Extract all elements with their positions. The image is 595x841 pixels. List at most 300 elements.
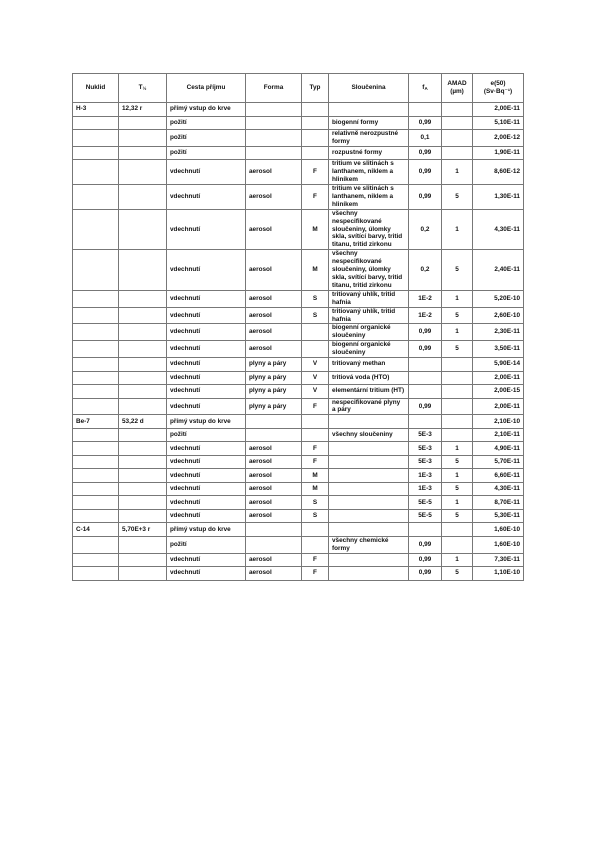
cell-intake-route: vdechnutí [167,398,246,415]
cell-compound: všechny sloučeniny [329,428,409,442]
cell-half-life [119,398,167,415]
cell-fa [409,415,442,429]
cell-nuklid [73,116,119,130]
cell-compound: elementární tritium (HT) [329,385,409,399]
cell-form [246,536,302,553]
table-row [73,209,524,250]
cell-nuklid [73,398,119,415]
cell-half-life [119,324,167,341]
cell-nuklid [73,160,119,185]
header-half-life [119,74,167,103]
cell-type: V [302,385,329,399]
cell-form: aerosol [246,290,302,307]
cell-intake-route: vdechnutí [167,358,246,372]
cell-nuklid [73,341,119,358]
cell-type: S [302,496,329,510]
cell-fa: 1E-2 [409,307,442,324]
cell-half-life [119,160,167,185]
cell-amad [442,130,473,147]
cell-form: aerosol [246,469,302,483]
table-row [73,185,524,210]
header-amad [442,74,473,103]
cell-compound [329,567,409,581]
table-row [73,116,524,130]
cell-type [302,428,329,442]
cell-fa: 0,99 [409,341,442,358]
table-row [73,567,524,581]
cell-fa: 1E-3 [409,482,442,496]
cell-form: aerosol [246,185,302,210]
cell-fa: 1E-3 [409,469,442,483]
cell-nuklid [73,455,119,469]
cell-type: M [302,482,329,496]
cell-form [246,116,302,130]
cell-compound: biogenní formy [329,116,409,130]
cell-type: S [302,290,329,307]
table-row [73,250,524,291]
table-row [73,442,524,456]
cell-e50: 1,60E-10 [473,523,524,537]
cell-e50: 4,30E-11 [473,209,524,250]
cell-amad: 5 [442,341,473,358]
cell-compound: všechny nespecifikované sloučeniny, úlomky skla, svítící barvy, tritid titanu, tritid zirkonu [329,250,409,291]
cell-amad: 1 [442,324,473,341]
cell-fa: 5E-3 [409,455,442,469]
cell-form [246,415,302,429]
cell-intake-route: vdechnutí [167,509,246,523]
cell-form: aerosol [246,553,302,567]
cell-intake-route: požití [167,130,246,147]
cell-compound: tritiovaný methan [329,358,409,372]
cell-amad: 5 [442,307,473,324]
cell-nuklid [73,185,119,210]
cell-intake-route: vdechnutí [167,442,246,456]
cell-fa: 5E-5 [409,509,442,523]
cell-form: aerosol [246,307,302,324]
cell-intake-route: přímý vstup do krve [167,103,246,117]
cell-type [302,341,329,358]
cell-intake-route: vdechnutí [167,324,246,341]
cell-form: aerosol [246,509,302,523]
table-row [73,324,524,341]
cell-type [302,116,329,130]
cell-amad [442,371,473,385]
cell-nuklid [73,385,119,399]
cell-fa: 0,99 [409,398,442,415]
cell-form: aerosol [246,442,302,456]
cell-amad [442,103,473,117]
cell-form [246,146,302,160]
header-e50-line2: (Sv·Bq⁻¹) [483,88,513,95]
cell-nuklid [73,371,119,385]
cell-compound: všechny chemické formy [329,536,409,553]
header-amad-line1: AMAD [447,80,467,88]
cell-type: F [302,455,329,469]
cell-compound: tritium ve slitinách s lanthanem, niklem a hliníkem [329,185,409,210]
cell-amad [442,523,473,537]
cell-amad: 5 [442,185,473,210]
cell-half-life [119,482,167,496]
header-fa-symbol: f [422,83,425,91]
cell-type: V [302,371,329,385]
table-row [73,130,524,147]
table-row [73,455,524,469]
cell-nuklid: Be-7 [73,415,119,429]
cell-e50: 4,90E-11 [473,442,524,456]
cell-half-life [119,469,167,483]
cell-type: S [302,307,329,324]
cell-compound [329,442,409,456]
cell-form: aerosol [246,482,302,496]
cell-fa: 0,99 [409,146,442,160]
cell-fa: 5E-5 [409,496,442,510]
cell-e50: 2,60E-10 [473,307,524,324]
cell-type [302,523,329,537]
cell-half-life [119,442,167,456]
cell-amad: 1 [442,209,473,250]
cell-compound: tritium ve slitinách s lanthanem, niklem a hliníkem [329,160,409,185]
cell-fa [409,385,442,399]
cell-fa: 0,99 [409,536,442,553]
cell-compound [329,455,409,469]
header-type: Typ [302,74,329,103]
cell-type: M [302,250,329,291]
cell-compound: nespecifikované plyny a páry [329,398,409,415]
cell-half-life [119,455,167,469]
cell-form: plyny a páry [246,371,302,385]
cell-half-life: 53,22 d [119,415,167,429]
cell-intake-route: vdechnutí [167,290,246,307]
cell-e50: 5,30E-11 [473,509,524,523]
table-row [73,398,524,415]
table-body [73,103,524,581]
dose-coefficient-table [72,73,524,581]
cell-e50: 1,30E-11 [473,185,524,210]
cell-form: aerosol [246,324,302,341]
cell-intake-route: přímý vstup do krve [167,523,246,537]
table-row [73,103,524,117]
cell-amad: 1 [442,469,473,483]
header-fa [409,74,442,103]
cell-type [302,130,329,147]
cell-type: F [302,553,329,567]
cell-intake-route: požití [167,428,246,442]
header-fa-subscript: A [424,85,428,91]
cell-e50: 1,90E-11 [473,146,524,160]
cell-fa: 0,1 [409,130,442,147]
cell-form: plyny a páry [246,358,302,372]
cell-form [246,103,302,117]
cell-type: M [302,469,329,483]
cell-half-life [119,146,167,160]
header-compound: Sloučenina [329,74,409,103]
cell-compound: biogenní organické sloučeniny [329,324,409,341]
cell-nuklid [73,469,119,483]
cell-nuklid [73,536,119,553]
header-half-life-subscript: ½ [142,85,147,91]
header-amad-line2: (µm) [450,88,464,95]
cell-compound [329,103,409,117]
cell-intake-route: přímý vstup do krve [167,415,246,429]
cell-amad [442,116,473,130]
cell-compound: biogenní organické sloučeniny [329,341,409,358]
cell-amad: 1 [442,160,473,185]
header-e50 [473,74,524,103]
cell-type [302,324,329,341]
cell-intake-route: požití [167,116,246,130]
cell-amad [442,146,473,160]
cell-nuklid [73,324,119,341]
cell-compound: tritiovaný uhlík, tritid hafnia [329,290,409,307]
cell-half-life [119,358,167,372]
cell-e50: 2,10E-11 [473,428,524,442]
cell-amad: 1 [442,442,473,456]
cell-fa: 0,99 [409,185,442,210]
table-row [73,341,524,358]
cell-amad [442,398,473,415]
cell-nuklid [73,146,119,160]
cell-half-life [119,567,167,581]
cell-amad: 5 [442,455,473,469]
cell-e50: 8,60E-12 [473,160,524,185]
cell-form: aerosol [246,209,302,250]
header-form: Forma [246,74,302,103]
cell-e50: 8,70E-11 [473,496,524,510]
cell-half-life [119,553,167,567]
cell-e50: 1,60E-10 [473,536,524,553]
cell-amad [442,358,473,372]
cell-fa [409,358,442,372]
cell-e50: 3,50E-11 [473,341,524,358]
cell-fa: 0,99 [409,160,442,185]
header-nuklid: Nuklid [73,74,119,103]
cell-compound [329,482,409,496]
cell-compound: relativně nerozpustné formy [329,130,409,147]
cell-type: S [302,509,329,523]
cell-intake-route: vdechnutí [167,553,246,567]
cell-e50: 5,10E-11 [473,116,524,130]
cell-half-life [119,290,167,307]
cell-amad [442,536,473,553]
header-row [73,74,524,103]
cell-compound [329,509,409,523]
table-row [73,307,524,324]
header-e50-line1: e(50) [490,80,506,88]
table-header [73,74,524,103]
cell-fa: 0,99 [409,324,442,341]
cell-e50: 2,00E-11 [473,371,524,385]
cell-e50: 2,30E-11 [473,324,524,341]
cell-form [246,523,302,537]
header-half-life-symbol: T [138,83,143,91]
table-row [73,385,524,399]
table-row [73,358,524,372]
cell-amad: 5 [442,482,473,496]
cell-half-life [119,130,167,147]
cell-nuklid [73,130,119,147]
table-row [73,371,524,385]
table-row [73,509,524,523]
table-row [73,415,524,429]
cell-fa: 0,99 [409,116,442,130]
cell-e50: 5,70E-11 [473,455,524,469]
cell-nuklid [73,496,119,510]
cell-amad: 1 [442,496,473,510]
cell-type: F [302,185,329,210]
cell-intake-route: vdechnutí [167,185,246,210]
table-row [73,469,524,483]
cell-intake-route: vdechnutí [167,209,246,250]
cell-e50: 2,00E-12 [473,130,524,147]
cell-fa: 1E-2 [409,290,442,307]
cell-type: F [302,398,329,415]
cell-half-life [119,307,167,324]
table-row [73,290,524,307]
cell-e50: 2,10E-10 [473,415,524,429]
cell-half-life [119,250,167,291]
cell-form [246,428,302,442]
cell-form: aerosol [246,567,302,581]
cell-e50: 2,00E-15 [473,385,524,399]
cell-form: aerosol [246,160,302,185]
cell-type [302,536,329,553]
cell-form: aerosol [246,496,302,510]
cell-nuklid [73,509,119,523]
cell-e50: 4,30E-11 [473,482,524,496]
cell-amad [442,428,473,442]
cell-type: V [302,358,329,372]
cell-intake-route: vdechnutí [167,250,246,291]
cell-e50: 5,90E-14 [473,358,524,372]
cell-nuklid: H-3 [73,103,119,117]
cell-half-life [119,509,167,523]
cell-form [246,130,302,147]
cell-type: F [302,160,329,185]
cell-compound: rozpustné formy [329,146,409,160]
cell-e50: 6,60E-11 [473,469,524,483]
cell-half-life [119,536,167,553]
cell-amad: 1 [442,290,473,307]
cell-nuklid [73,209,119,250]
cell-nuklid: C-14 [73,523,119,537]
cell-e50: 2,40E-11 [473,250,524,291]
cell-compound: tritiová voda (HTO) [329,371,409,385]
table-row [73,482,524,496]
cell-type: M [302,209,329,250]
cell-amad [442,385,473,399]
cell-form: aerosol [246,455,302,469]
cell-compound [329,496,409,510]
cell-compound: tritiovaný uhlík, tritid hafnia [329,307,409,324]
cell-intake-route: vdechnutí [167,567,246,581]
cell-half-life [119,496,167,510]
cell-half-life [119,209,167,250]
cell-intake-route: vdechnutí [167,455,246,469]
cell-type [302,415,329,429]
cell-nuklid [73,358,119,372]
cell-nuklid [73,482,119,496]
cell-amad: 5 [442,567,473,581]
cell-amad: 5 [442,509,473,523]
cell-nuklid [73,250,119,291]
cell-nuklid [73,442,119,456]
cell-half-life [119,341,167,358]
cell-intake-route: vdechnutí [167,160,246,185]
cell-e50: 2,00E-11 [473,103,524,117]
cell-compound: všechny nespecifikované sloučeniny, úlomky skla, svítící barvy, tritid titanu, tritid zirkonu [329,209,409,250]
table-row [73,428,524,442]
cell-nuklid [73,428,119,442]
cell-compound [329,469,409,483]
cell-nuklid [73,553,119,567]
table-row [73,523,524,537]
cell-amad [442,415,473,429]
cell-half-life [119,371,167,385]
cell-amad: 1 [442,553,473,567]
header-intake-route: Cesta příjmu [167,74,246,103]
cell-intake-route: vdechnutí [167,341,246,358]
cell-nuklid [73,290,119,307]
cell-amad: 5 [442,250,473,291]
cell-e50: 7,30E-11 [473,553,524,567]
cell-intake-route: vdechnutí [167,371,246,385]
cell-fa [409,103,442,117]
table-row [73,496,524,510]
table-row [73,553,524,567]
cell-e50: 2,00E-11 [473,398,524,415]
table-row [73,160,524,185]
cell-half-life: 5,70E+3 r [119,523,167,537]
cell-form: plyny a páry [246,385,302,399]
cell-type: F [302,567,329,581]
cell-intake-route: požití [167,146,246,160]
cell-form: plyny a páry [246,398,302,415]
cell-type [302,103,329,117]
cell-intake-route: vdechnutí [167,482,246,496]
cell-fa: 0,99 [409,567,442,581]
cell-intake-route: vdechnutí [167,385,246,399]
cell-fa: 0,2 [409,209,442,250]
cell-fa [409,523,442,537]
cell-form: aerosol [246,250,302,291]
cell-half-life [119,185,167,210]
cell-fa [409,371,442,385]
cell-nuklid [73,307,119,324]
cell-fa: 0,2 [409,250,442,291]
cell-half-life [119,428,167,442]
cell-e50: 1,10E-10 [473,567,524,581]
cell-compound [329,415,409,429]
cell-nuklid [73,567,119,581]
cell-compound [329,553,409,567]
cell-half-life: 12,32 r [119,103,167,117]
cell-intake-route: vdechnutí [167,469,246,483]
cell-form: aerosol [246,341,302,358]
cell-half-life [119,116,167,130]
cell-fa: 5E-3 [409,442,442,456]
cell-fa: 5E-3 [409,428,442,442]
cell-intake-route: vdechnutí [167,307,246,324]
cell-intake-route: vdechnutí [167,496,246,510]
cell-compound [329,523,409,537]
cell-type [302,146,329,160]
cell-intake-route: požití [167,536,246,553]
cell-fa: 0,99 [409,553,442,567]
table-row [73,146,524,160]
cell-e50: 5,20E-10 [473,290,524,307]
cell-type: F [302,442,329,456]
table-row [73,536,524,553]
